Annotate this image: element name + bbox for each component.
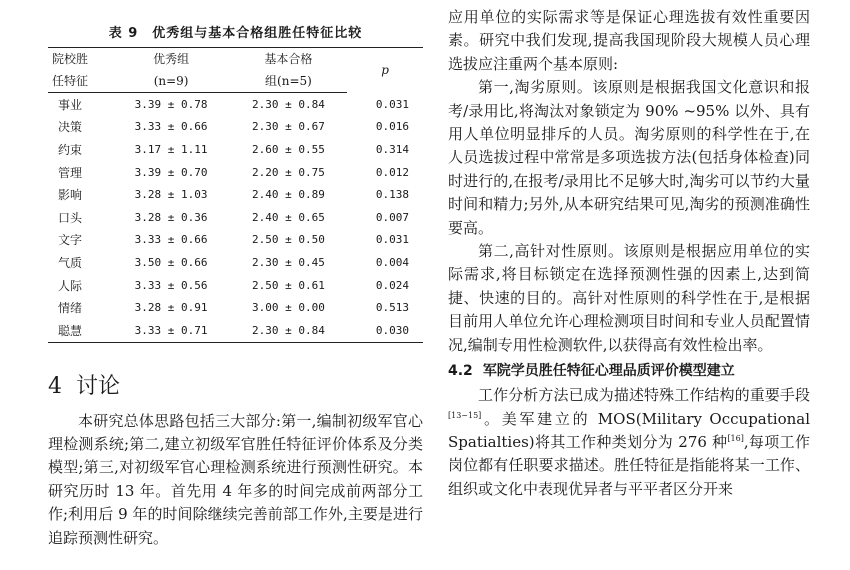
row-dimension: 文字 [58,233,83,248]
row-excellent-value: 3.33 ± 0.66 [134,233,208,247]
row-basic-value: 2.30 ± 0.67 [252,120,325,134]
table-row [48,161,423,184]
job-analysis-text-a: 工作分析方法已成为描述特殊工作结构的重要手段 [478,386,810,405]
job-analysis-text-b: 。美军建立的 MOS(Military Occupational Spatialties)将其工作种类划分为 276 种 [448,409,810,451]
comparison-table [48,47,423,343]
row-excellent-value: 3.28 ± 0.91 [134,301,208,315]
header-dimension-line1: 院校胜 [48,48,112,71]
section-heading [48,369,423,400]
table-row [48,319,423,342]
left-column [48,8,423,550]
row-p-value: 0.004 [375,255,409,269]
table-row [48,206,423,229]
row-excellent-value: 3.33 ± 0.66 [134,120,208,134]
table-body [48,93,423,343]
row-excellent-value: 3.28 ± 0.36 [134,210,208,224]
row-p-value: 0.012 [375,165,409,179]
job-analysis-paragraph [448,384,810,501]
row-basic-value: 2.60 ± 0.55 [252,142,325,156]
header-basic-line1: 基本合格 [230,48,347,71]
header-p: p [347,48,423,93]
section-title: 讨论 [76,373,121,399]
row-excellent-value: 3.33 ± 0.56 [134,278,208,292]
citation-13-15: [13~15] [448,410,482,420]
table-row [48,251,423,274]
row-p-value: 0.513 [375,301,409,315]
row-basic-value: 2.40 ± 0.89 [252,188,325,202]
row-dimension: 管理 [58,165,83,180]
header-excellent-line1: 优秀组 [112,48,229,71]
row-p-value: 0.016 [375,120,409,134]
row-excellent-value: 3.39 ± 0.78 [134,97,208,111]
section-number: 4 [48,373,62,399]
row-excellent-value: 3.28 ± 1.03 [134,188,208,202]
table-title: 优秀组与基本合格组胜任特征比较 [152,26,363,41]
header-basic-line2: 组(n=5) [230,70,347,93]
table-row [48,138,423,161]
row-basic-value: 2.40 ± 0.65 [252,210,325,224]
row-dimension: 人际 [58,278,83,293]
row-excellent-value: 3.33 ± 0.71 [112,319,229,342]
row-basic-value: 2.30 ± 0.45 [252,255,325,269]
table-caption [48,22,423,41]
table-row [48,93,423,116]
header-dimension-line2: 任特征 [48,70,112,93]
row-p-value: 0.138 [375,188,409,202]
row-p-value: 0.031 [375,97,409,111]
table-number: 表 9 [108,26,139,41]
row-basic-value: 2.20 ± 0.75 [252,165,325,179]
job-analysis-text-c: ,每项工作岗位都有任职要求描述。胜任特征是指能将某一工作、组织或文化中表现优异者与平平者区分开来 [448,432,810,498]
continued-paragraph: 应用单位的实际需求等是保证心理选拔有效性重要因素。研究中我们发现,提高我国现阶段大规模人员心理选拔应注重两个基本原则: [448,8,810,73]
row-dimension: 约束 [58,142,83,157]
row-basic-value: 3.00 ± 0.00 [252,301,325,315]
principle-two-paragraph: 第二,高针对性原则。该原则是根据应用单位的实际需求,将目标锁定在选择预测性强的因素上,达到简捷、快速的目的。高针对性原则的科学性在于,是根据目前用人单位允许心理检测项目时间和专业人员配置情况,编制专用性检测软件,以获得高有效性检出率。 [448,242,810,354]
row-dimension: 口头 [58,210,83,225]
principle-one-paragraph: 第一,淘劣原则。该原则是根据我国文化意识和报考/录用比,将淘汰对象锁定为 90% ~95% 以外、具有用人单位明显排斥的人员。淘劣原则的科学性在于,在人员选拔过程中常常是多项选拔方法(包括身体检查)同时进行的,在报考/录用比不足够大时,淘劣可以节约大量时间和精力;另外,从本研究结果可见,淘劣的预测准确性要高。 [448,78,810,237]
row-dimension: 聪慧 [48,319,112,342]
table-row [48,274,423,297]
row-excellent-value: 3.50 ± 0.66 [134,255,208,269]
table-row [48,296,423,319]
row-excellent-value: 3.39 ± 0.70 [134,165,208,179]
row-excellent-value: 3.17 ± 1.11 [134,142,208,156]
subsection-heading [448,360,810,382]
row-dimension: 情绪 [58,301,83,316]
row-basic-value: 2.30 ± 0.84 [252,97,325,111]
row-basic-value: 2.50 ± 0.50 [252,233,325,247]
header-excellent-line2: (n=9) [112,70,229,93]
discussion-paragraph: 本研究总体思路包括三大部分:第一,编制初级军官心理检测系统;第二,建立初级军官胜任特征评价体系及分类模型;第三,对初级军官心理检测系统进行预测性研究。本研究历时 13 年。首先用 4 年多的时间完成前两部分工作;利用后 9 年的时间除继续完善前部工作外,主要是进行追踪预测性研究。 [48,411,423,547]
table-row [48,116,423,139]
row-p-value: 0.024 [375,278,409,292]
table-row [48,183,423,206]
row-p-value: 0.030 [347,319,423,342]
subsection-number: 4.2 [448,363,473,380]
row-dimension: 决策 [58,120,83,135]
row-dimension: 事业 [58,97,83,112]
row-basic-value: 2.50 ± 0.61 [252,278,325,292]
right-column [448,6,810,501]
row-p-value: 0.007 [375,210,409,224]
row-p-value: 0.031 [375,233,409,247]
subsection-title: 军院学员胜任特征心理品质评价模型建立 [482,363,735,380]
citation-16: [16] [727,433,744,443]
row-dimension: 影响 [58,188,83,203]
row-dimension: 气质 [58,255,83,270]
row-basic-value: 2.30 ± 0.84 [230,319,347,342]
row-p-value: 0.314 [375,142,409,156]
table-row [48,229,423,252]
